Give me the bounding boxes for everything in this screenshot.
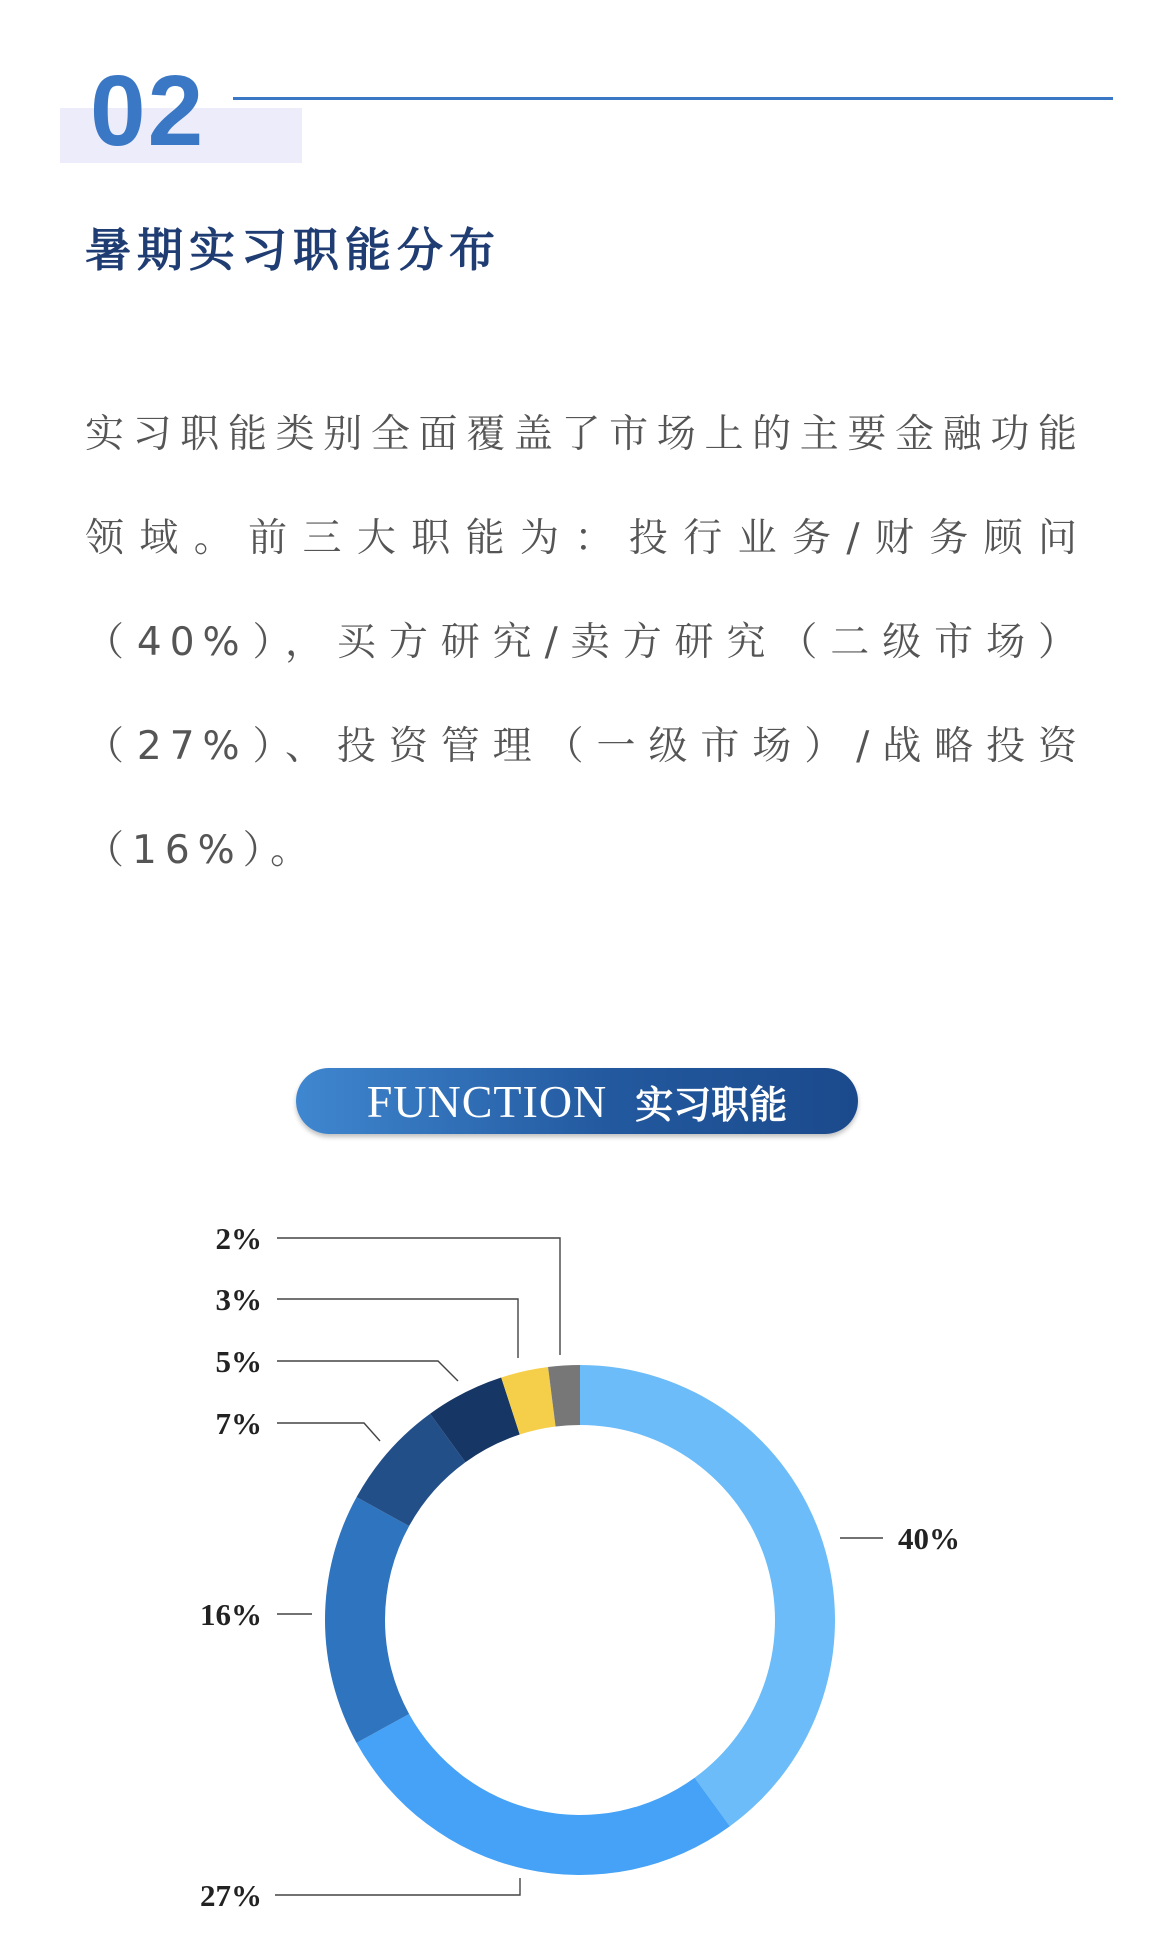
slice-label-40: 40% (898, 1521, 960, 1556)
donut-slices (325, 1365, 835, 1875)
description-paragraph: 实习职能类别全面覆盖了市场上的主要金融功能领域。前三大职能为：投行业务/财务顾问（40%），买方研究/卖方研究（二级市场）（27%）、投资管理（一级市场）/战略投资（16%）。 (85, 412, 1085, 873)
section-number: 02 (90, 55, 206, 167)
leader-line-7 (277, 1423, 380, 1441)
badge-chinese: 实习职能 (635, 1082, 788, 1127)
section-title: 暑期实习职能分布 (85, 223, 501, 277)
slice-label-2: 2% (215, 1221, 262, 1256)
badge-english: FUNCTION (366, 1075, 608, 1127)
slice-labels (200, 1221, 960, 1913)
leader-line-5 (277, 1361, 458, 1381)
slice-label-7: 7% (215, 1406, 262, 1441)
slice-label-3: 3% (215, 1282, 262, 1317)
donut-slice-16 (325, 1497, 409, 1743)
donut-slice-40 (580, 1365, 835, 1826)
leader-line-27 (275, 1878, 520, 1895)
donut-slice-27 (357, 1714, 730, 1875)
slice-label-27: 27% (200, 1878, 262, 1913)
slice-label-16: 16% (200, 1597, 262, 1632)
slice-label-5: 5% (215, 1344, 262, 1379)
leader-line-3 (277, 1299, 518, 1358)
